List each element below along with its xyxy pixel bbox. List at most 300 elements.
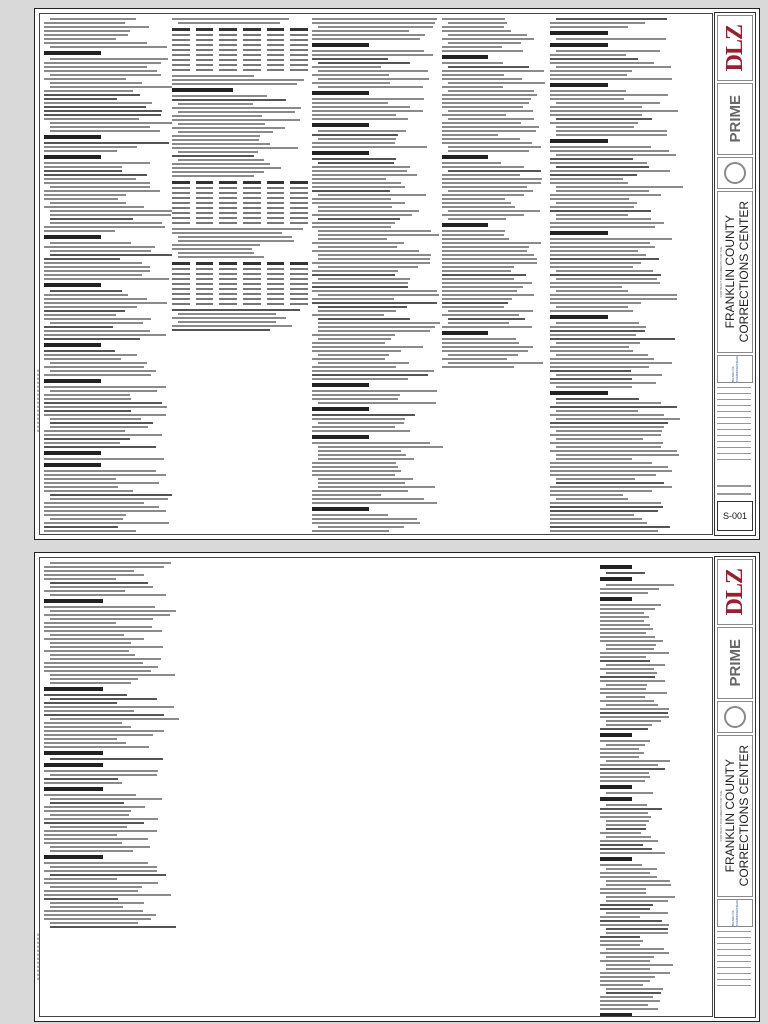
note-line — [600, 604, 661, 606]
note-line — [600, 892, 646, 894]
note-line — [44, 34, 128, 36]
note-line — [442, 278, 514, 280]
note-line — [44, 438, 130, 440]
note-line — [550, 210, 651, 212]
note-line — [550, 462, 652, 464]
note-line — [550, 206, 634, 208]
note-line — [448, 146, 541, 148]
note-line — [44, 102, 152, 104]
note-line — [44, 338, 140, 340]
note-line — [550, 298, 677, 300]
section-heading — [44, 155, 101, 159]
note-line — [318, 318, 410, 320]
note-line — [556, 410, 638, 412]
note-line — [172, 171, 264, 173]
note-line — [178, 159, 264, 161]
note-line — [50, 634, 124, 636]
note-line — [442, 174, 520, 176]
note-line — [442, 246, 529, 248]
schedule-table — [172, 181, 308, 224]
note-line — [50, 46, 167, 48]
note-line — [606, 836, 651, 838]
note-line — [172, 175, 254, 177]
note-line — [44, 206, 144, 208]
note-line — [312, 374, 428, 376]
prime-logo — [717, 83, 753, 155]
note-line — [606, 992, 661, 994]
revision-grid — [717, 929, 751, 999]
note-line — [550, 198, 629, 200]
note-line — [44, 78, 126, 80]
note-line — [600, 748, 639, 750]
project-name-line2: CORRECTIONS CENTER — [737, 745, 751, 887]
note-line — [600, 936, 640, 938]
note-line — [442, 282, 532, 284]
note-line — [44, 590, 125, 592]
general-notes-area — [39, 13, 713, 535]
note-line — [44, 334, 166, 336]
note-line — [550, 78, 672, 80]
revision-grid — [717, 385, 751, 455]
notes-column-5 — [550, 18, 678, 530]
note-line — [312, 298, 394, 300]
note-line — [550, 326, 646, 328]
note-line — [312, 342, 385, 344]
note-line — [44, 506, 159, 508]
note-line — [44, 862, 148, 864]
note-line — [50, 758, 163, 760]
note-line — [312, 358, 385, 360]
note-line — [44, 98, 117, 100]
note-line — [44, 670, 151, 672]
note-line — [442, 234, 504, 236]
note-line — [606, 912, 668, 914]
note-line — [312, 214, 412, 216]
note-line — [442, 366, 514, 368]
section-heading — [600, 733, 632, 737]
note-line — [318, 266, 418, 268]
note-line — [550, 70, 632, 72]
section-heading — [600, 797, 632, 801]
note-line — [600, 864, 642, 866]
section-heading — [44, 763, 103, 767]
note-line — [442, 202, 511, 204]
note-line — [172, 325, 292, 327]
note-line — [606, 880, 670, 882]
note-line — [442, 166, 524, 168]
note-line — [600, 832, 641, 834]
note-line — [44, 894, 171, 896]
note-line — [600, 904, 653, 906]
note-line — [50, 422, 153, 424]
note-line — [312, 490, 408, 492]
note-line — [178, 240, 294, 242]
note-line — [50, 850, 133, 852]
note-line — [44, 662, 143, 664]
note-line — [44, 226, 165, 228]
note-line — [606, 664, 665, 666]
note-line — [172, 95, 267, 97]
owner-label — [717, 355, 753, 383]
note-line — [448, 362, 543, 364]
title-block — [714, 12, 756, 536]
note-line — [44, 310, 125, 312]
note-line — [600, 728, 648, 730]
note-line — [606, 824, 646, 826]
note-line — [50, 674, 175, 676]
note-line — [318, 450, 401, 452]
note-line — [44, 526, 118, 528]
note-line — [550, 62, 654, 64]
note-line — [44, 782, 122, 784]
note-line — [50, 370, 156, 372]
note-line — [556, 186, 683, 188]
note-line — [312, 38, 420, 40]
note-line — [44, 534, 150, 535]
note-line — [312, 530, 389, 532]
note-line — [550, 370, 631, 372]
note-line — [50, 250, 151, 252]
note-line — [44, 442, 120, 444]
note-line — [556, 482, 664, 484]
note-line — [172, 79, 304, 81]
note-line — [44, 22, 125, 24]
note-line — [600, 700, 654, 702]
note-line — [312, 198, 391, 200]
note-line — [442, 78, 522, 80]
notes-column-4 — [442, 18, 544, 530]
note-line — [600, 984, 643, 986]
note-line — [312, 390, 437, 392]
note-line — [556, 398, 639, 400]
note-line — [44, 314, 116, 316]
note-line — [312, 366, 396, 368]
section-heading — [312, 43, 369, 47]
note-line — [312, 290, 437, 292]
note-line — [172, 244, 260, 246]
note-line — [44, 702, 117, 704]
note-line — [312, 470, 401, 472]
note-line — [44, 410, 131, 412]
note-line — [50, 562, 171, 564]
note-line — [318, 218, 400, 220]
note-line — [50, 58, 168, 60]
note-line — [312, 430, 410, 432]
note-line — [448, 22, 507, 24]
note-line — [442, 18, 505, 20]
note-line — [50, 582, 148, 584]
note-line — [442, 46, 502, 48]
note-line — [550, 514, 634, 516]
note-line — [318, 478, 413, 480]
note-line — [556, 214, 628, 216]
note-line — [600, 688, 646, 690]
note-line — [550, 258, 659, 260]
note-line — [442, 70, 544, 72]
note-line — [44, 198, 118, 200]
note-line — [312, 202, 405, 204]
note-line — [550, 54, 626, 56]
note-line — [44, 106, 146, 108]
note-line — [600, 680, 665, 682]
note-line — [442, 262, 537, 264]
note-line — [44, 262, 142, 264]
note-line — [44, 174, 147, 176]
note-line — [44, 274, 142, 276]
note-line — [44, 318, 151, 320]
note-line — [550, 90, 626, 92]
prime-logo-text: PRIME — [726, 95, 744, 143]
note-line — [312, 134, 398, 136]
note-line — [172, 75, 254, 77]
section-heading — [600, 857, 632, 861]
note-line — [442, 250, 527, 252]
prime-logo-text: PRIME — [726, 639, 744, 687]
note-line — [556, 498, 628, 500]
notes-column-2 — [172, 18, 308, 530]
note-line — [44, 194, 126, 196]
note-line — [178, 103, 253, 105]
note-line — [442, 182, 541, 184]
dlz-logo-text: DLZ — [721, 568, 748, 616]
abbreviations-column — [600, 562, 670, 1012]
note-line — [44, 26, 149, 28]
section-heading — [550, 315, 608, 319]
note-line — [550, 242, 650, 244]
note-line — [600, 628, 653, 630]
project-title — [717, 735, 753, 897]
note-line — [312, 242, 404, 244]
note-line — [550, 518, 642, 520]
note-line — [44, 726, 131, 728]
note-line — [50, 586, 153, 588]
note-line — [556, 374, 662, 376]
note-line — [44, 398, 131, 400]
note-line — [448, 118, 534, 120]
section-heading — [600, 565, 632, 569]
file-path-note: ▮▮▮▮▮▮▮▮▮▮▮▮▮▮▮▮ — [36, 369, 40, 433]
note-line — [312, 22, 435, 24]
note-line — [44, 566, 164, 568]
note-line — [44, 70, 157, 72]
note-line — [50, 874, 166, 876]
note-line — [550, 110, 678, 112]
note-line — [606, 684, 647, 686]
note-line — [606, 988, 663, 990]
note-line — [172, 18, 289, 20]
note-line — [600, 1000, 660, 1002]
note-line — [550, 362, 672, 364]
note-line — [550, 282, 660, 284]
note-line — [312, 518, 417, 520]
note-line — [44, 570, 134, 572]
note-line — [172, 228, 303, 230]
note-line — [442, 358, 507, 360]
note-line — [448, 190, 533, 192]
note-line — [172, 143, 270, 145]
note-line — [556, 66, 671, 68]
note-line — [50, 618, 153, 620]
note-line — [442, 126, 539, 128]
note-line — [606, 724, 652, 726]
note-line — [44, 374, 151, 376]
note-line — [442, 38, 534, 40]
note-line — [600, 772, 649, 774]
note-line — [448, 150, 529, 152]
note-line — [312, 466, 398, 468]
section-heading — [550, 139, 608, 143]
note-line — [442, 238, 509, 240]
note-line — [312, 270, 398, 272]
note-line — [44, 630, 162, 632]
note-line — [44, 62, 161, 64]
note-line — [600, 592, 648, 594]
note-line — [312, 190, 390, 192]
note-line — [318, 130, 406, 132]
note-line — [50, 678, 138, 680]
note-line — [606, 792, 653, 794]
note-line — [448, 170, 541, 172]
note-line — [606, 968, 650, 970]
note-line — [442, 350, 528, 352]
note-line — [556, 454, 679, 456]
note-line — [44, 190, 160, 192]
note-line — [44, 714, 164, 716]
note-line — [50, 122, 172, 124]
note-line — [556, 430, 662, 432]
note-line — [442, 274, 526, 276]
note-line — [44, 470, 156, 472]
note-line — [44, 386, 166, 388]
note-line — [44, 706, 174, 708]
note-line — [50, 802, 124, 804]
note-line — [312, 350, 401, 352]
note-line — [550, 450, 677, 452]
note-line — [442, 62, 503, 64]
note-line — [318, 194, 426, 196]
note-line — [448, 322, 509, 324]
note-line — [448, 34, 527, 36]
note-line — [50, 494, 172, 496]
note-line — [448, 310, 533, 312]
note-line — [50, 654, 135, 656]
note-line — [600, 712, 668, 714]
note-line — [606, 928, 668, 930]
note-line — [312, 98, 424, 100]
note-line — [44, 710, 134, 712]
note-line — [172, 155, 254, 157]
notes-column-1 — [44, 18, 170, 530]
note-line — [442, 294, 534, 296]
note-line — [50, 126, 150, 128]
note-line — [44, 266, 150, 268]
note-line — [50, 798, 162, 800]
note-line — [50, 418, 141, 420]
note-line — [442, 162, 501, 164]
note-line — [556, 402, 661, 404]
note-line — [44, 178, 136, 180]
project-name-line1: FRANKLIN COUNTY — [723, 759, 737, 873]
note-line — [44, 830, 157, 832]
note-line — [50, 866, 157, 868]
note-line — [550, 294, 677, 296]
dlz-logo-text: DLZ — [721, 24, 748, 72]
note-line — [448, 42, 521, 44]
note-line — [44, 722, 122, 724]
note-line — [550, 114, 642, 116]
note-line — [44, 578, 116, 580]
project-name-line2: CORRECTIONS CENTER — [737, 201, 751, 343]
scale-line — [717, 485, 751, 487]
note-line — [600, 872, 650, 874]
note-line — [312, 142, 395, 144]
section-heading — [550, 31, 608, 35]
note-line — [44, 918, 151, 920]
note-line — [44, 30, 130, 32]
section-heading — [600, 1013, 632, 1017]
note-line — [556, 446, 661, 448]
note-line — [600, 940, 643, 942]
note-line — [556, 218, 651, 220]
note-line — [550, 422, 668, 424]
note-line — [44, 142, 169, 144]
section-heading — [44, 687, 103, 691]
note-line — [556, 130, 667, 132]
note-line — [44, 806, 145, 808]
note-line — [50, 222, 162, 224]
note-line — [318, 238, 387, 240]
note-line — [550, 194, 661, 196]
section-heading — [44, 787, 103, 791]
project-subtitle: CONTRACT DOCUMENTS FOR THE — [719, 246, 723, 298]
note-line — [44, 406, 167, 408]
note-line — [44, 730, 164, 732]
note-line — [50, 826, 127, 828]
note-line — [172, 248, 252, 250]
note-line — [312, 118, 408, 120]
note-line — [556, 306, 628, 308]
note-line — [550, 74, 627, 76]
note-line — [312, 282, 408, 284]
note-line — [44, 246, 155, 248]
note-line — [550, 350, 633, 352]
note-line — [318, 310, 396, 312]
note-line — [442, 102, 529, 104]
note-line — [312, 286, 408, 288]
note-line — [556, 134, 667, 136]
note-line — [550, 162, 647, 164]
note-line — [442, 194, 524, 196]
note-line — [318, 210, 419, 212]
note-line — [312, 146, 427, 148]
note-line — [550, 302, 641, 304]
note-line — [178, 131, 273, 133]
note-line — [600, 608, 655, 610]
note-line — [44, 394, 130, 396]
note-line — [606, 672, 657, 674]
note-line — [600, 676, 655, 678]
note-line — [318, 338, 391, 340]
note-line — [318, 330, 430, 332]
note-line — [44, 182, 150, 184]
note-line — [312, 462, 396, 464]
note-line — [606, 804, 647, 806]
section-heading — [44, 599, 103, 603]
note-line — [550, 426, 664, 428]
note-line — [44, 66, 147, 68]
note-line — [600, 980, 650, 982]
section-heading — [442, 331, 488, 335]
